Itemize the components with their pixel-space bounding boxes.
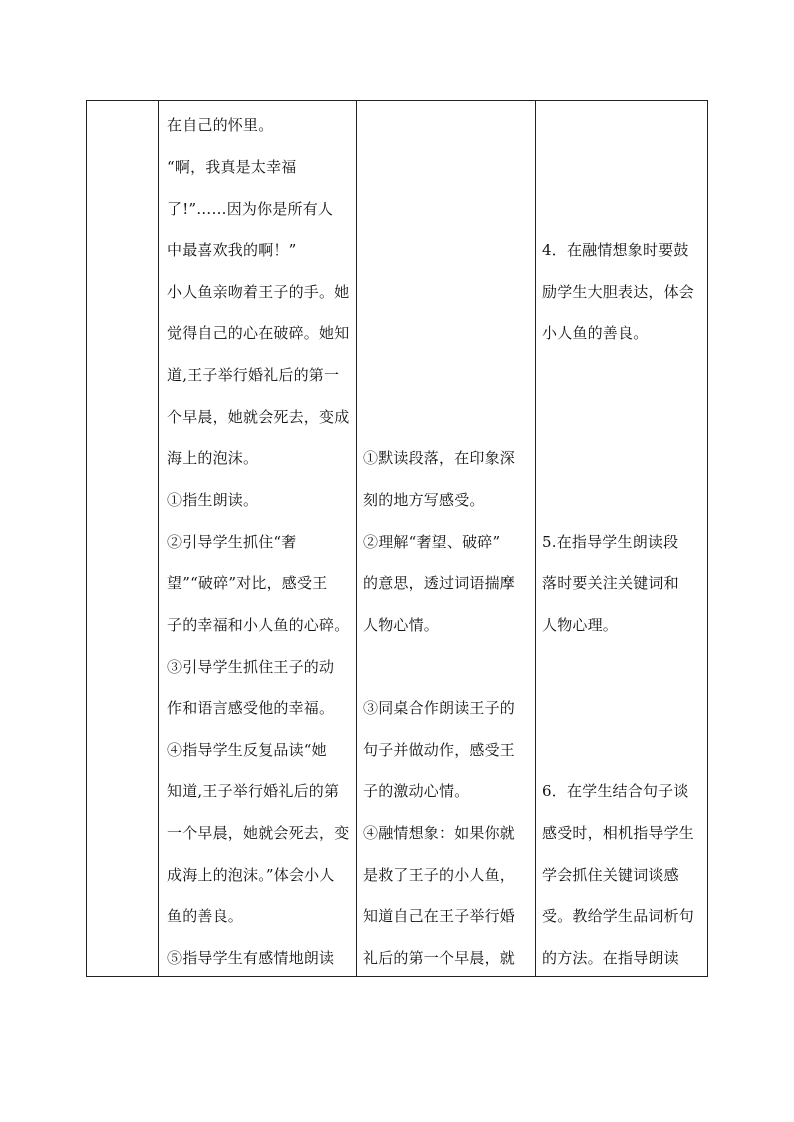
text-line: 作和语言感受他的幸福。: [167, 699, 335, 717]
column-divider: [535, 101, 536, 976]
text-line: 的方法。在指导朗读: [542, 949, 679, 967]
text-line: 人物心理。: [542, 616, 619, 634]
text-line: ①默读段落，在印象深: [363, 449, 516, 467]
text-line: 句子并做动作，感受王: [363, 741, 516, 759]
text-line: 的意思，透过词语揣摩: [363, 574, 516, 592]
text-line: 知道,王子举行婚礼后的第: [167, 782, 340, 800]
text-line: 觉得自己的心在破碎。她知: [167, 324, 350, 342]
text-line: 海上的泡沫。: [167, 449, 259, 467]
text-line: 5.在指导学生朗读段: [542, 533, 679, 551]
text-line: 受。教给学生品词析句: [542, 907, 695, 925]
text-line: 个早晨，她就会死去，变成: [167, 408, 350, 426]
text-line: ③引导学生抓住王子的动: [167, 658, 335, 676]
text-line: 子的幸福和小人鱼的心碎。: [167, 616, 350, 634]
text-line: 励学生大胆表达，体会: [542, 283, 695, 301]
text-line: 鱼的善良。: [167, 907, 244, 925]
column-divider: [356, 101, 357, 976]
text-line: 小人鱼的善良。: [542, 324, 649, 342]
text-line: 一个早晨，她就会死去，变: [167, 824, 350, 842]
text-line: 落时要关注关键词和: [542, 574, 679, 592]
text-line: 了!”……因为你是所有人: [167, 200, 334, 218]
text-line: 在自己的怀里。: [167, 116, 274, 134]
column-divider: [158, 101, 159, 976]
text-line: 学会抓住关键词谈感: [542, 866, 679, 884]
text-line: 望”“破碎”对比，感受王: [167, 574, 328, 592]
text-line: 知道自己在王子举行婚: [363, 907, 516, 925]
text-line: 成海上的泡沫。”体会小人: [167, 866, 335, 884]
text-line: 刻的地方写感受。: [363, 491, 485, 509]
text-line: ③同桌合作朗读王子的: [363, 699, 516, 717]
text-line: 4．在融情想象时要鼓: [542, 241, 689, 259]
text-line: ④融情想象：如果你就: [363, 824, 516, 842]
text-line: 6．在学生结合句子谈: [542, 782, 689, 800]
text-line: ①指生朗读。: [167, 491, 259, 509]
text-line: ④指导学生反复品读“她: [167, 741, 327, 759]
text-line: 小人鱼亲吻着王子的手。她: [167, 283, 350, 301]
text-line: 人物心情。: [363, 616, 440, 634]
text-line: 礼后的第一个早晨，就: [363, 949, 516, 967]
text-line: “啊，我真是太幸福: [167, 158, 297, 176]
text-line: 感受时，相机指导学生: [542, 824, 695, 842]
text-line: 道,王子举行婚礼后的第一: [167, 366, 340, 384]
text-line: ②引导学生抓住“奢: [167, 533, 297, 551]
text-line: 是救了王子的小人鱼，: [363, 866, 516, 884]
text-line: 子的激动心情。: [363, 782, 470, 800]
text-line: 中最喜欢我的啊！”: [167, 241, 297, 259]
text-line: ②理解“奢望、破碎”: [363, 533, 501, 551]
text-line: ⑤指导学生有感情地朗读: [167, 949, 335, 967]
